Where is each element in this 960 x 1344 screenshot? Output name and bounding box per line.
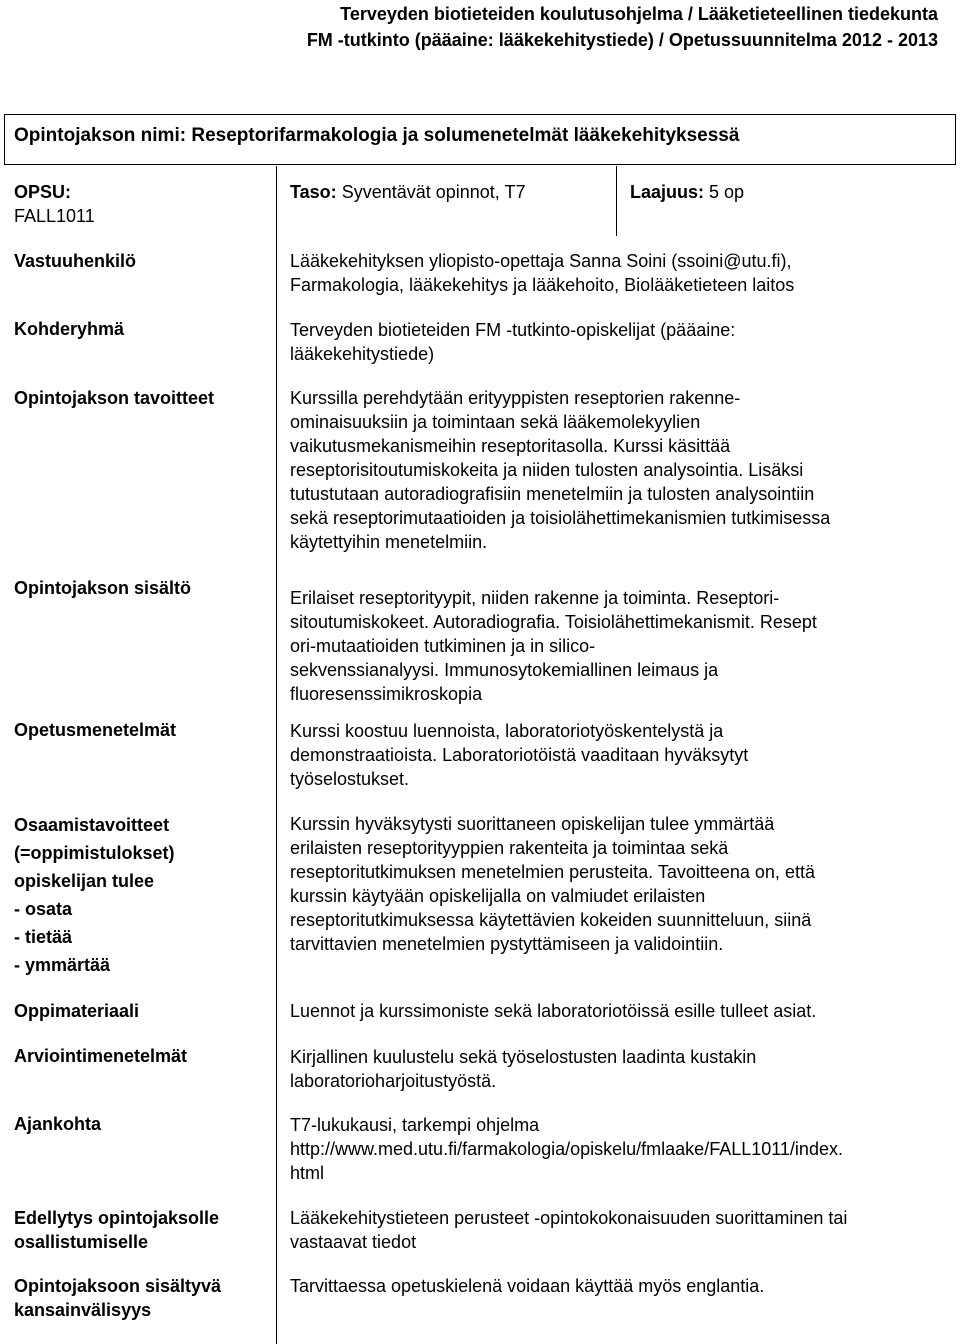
label-line: Edellytys opintojaksolle xyxy=(14,1208,220,1228)
tavoitteet-label: Opintojakson tavoitteet xyxy=(14,388,215,408)
text-line: sitoutumiskokeet. Autoradiografia. Toisiolähettimekanismit. Resept xyxy=(290,612,817,632)
label-line: osallistumiselle xyxy=(14,1232,149,1252)
kansainvalisyys-label xyxy=(14,1274,264,1322)
text-line: sekvenssianalyysi. Immunosytokemiallinen leimaus ja xyxy=(290,660,719,680)
kansainvalisyys-value xyxy=(290,1274,946,1298)
table-border-top xyxy=(4,114,956,115)
row-divider xyxy=(4,164,956,165)
text-line: Erilaiset reseptorityypit, niiden rakenne ja toiminta. Reseptori- xyxy=(290,588,780,608)
text-line: tarvittavien menetelmien pystyttämiseen ja validointiin. xyxy=(290,934,724,954)
text-line: Luennot ja kurssimoniste sekä laboratoriotöissä esille tulleet asiat. xyxy=(290,1001,817,1021)
edellytys-label xyxy=(14,1206,264,1254)
column-divider-laajuus xyxy=(616,166,617,236)
opsu-label: OPSU: xyxy=(14,182,72,202)
oppimateriaali-value xyxy=(290,999,946,1023)
label-line: Osaamistavoitteet xyxy=(14,815,170,835)
text-line: käytettyihin menetelmiin. xyxy=(290,532,488,552)
laajuus-cell xyxy=(630,180,744,204)
table-border-right xyxy=(955,114,956,164)
text-line: vaikutusmekanismeihin reseptoritasolla. Kurssi käsittää xyxy=(290,436,731,456)
label-line: kansainvälisyys xyxy=(14,1300,152,1320)
column-divider xyxy=(276,166,277,1344)
text-line: Farmakologia, lääkekehitys ja lääkehoito, Biolääketieteen laitos xyxy=(290,275,795,295)
text-line: kurssin käytyään opiskelijalla on valmiudet erilaisten xyxy=(290,886,706,906)
text-line: ominaisuuksiin ja toimintaan sekä lääkemolekyylien xyxy=(290,412,701,432)
ajankohta-value xyxy=(290,1113,946,1185)
arviointi-label: Arviointimenetelmät xyxy=(14,1046,188,1066)
text-line: Lääkekehityksen yliopisto-opettaja Sanna Soini (ssoini@utu.fi), xyxy=(290,251,792,271)
course-name-row xyxy=(14,124,739,148)
text-line: laboratorioharjoitustyöstä. xyxy=(290,1071,497,1091)
osaamistavoitteet-value xyxy=(290,812,946,956)
opsu-code: FALL1011 xyxy=(14,206,95,226)
text-line: reseptoritutkimuksen menetelmien perusteita. Tavoitteena on, että xyxy=(290,862,815,882)
tavoitteet-value xyxy=(290,386,946,554)
table-border-left xyxy=(4,114,5,164)
opsu-cell xyxy=(14,180,264,228)
text-line: Terveyden biotieteiden FM -tutkinto-opiskelijat (pääaine: xyxy=(290,320,736,340)
osaamistavoitteet-label xyxy=(14,811,264,979)
vastuuhenkilo-label: Vastuuhenkilö xyxy=(14,251,137,271)
program-header: Terveyden biotieteiden koulutusohjelma / Lääketieteellinen tiedekunta xyxy=(340,4,938,24)
opetusmenetelmat-value xyxy=(290,719,946,791)
taso-value: Syventävät opinnot, T7 xyxy=(341,182,526,202)
text-line: Lääkekehitystieteen perusteet -opintokokonaisuuden suorittaminen tai xyxy=(290,1208,848,1228)
schedule-link[interactable]: http://www.med.utu.fi/farmakologia/opiskelu/fmlaake/FALL1011/index. xyxy=(290,1139,843,1159)
opetusmenetelmat-label: Opetusmenetelmät xyxy=(14,720,177,740)
label-line: - osata xyxy=(14,899,73,919)
text-line: erilaisten reseptorityyppien rakenteita ja toimintaa sekä xyxy=(290,838,729,858)
text-line: työselostukset. xyxy=(290,769,410,789)
text-line: Kurssi koostuu luennoista, laboratoriotyöskentelystä ja xyxy=(290,721,724,741)
text-line: Kurssilla perehdytään erityyppisten reseptorien rakenne- xyxy=(290,388,741,408)
laajuus-label: Laajuus: xyxy=(630,182,705,202)
course-name-label: Opintojakson nimi: xyxy=(14,125,187,146)
text-line: tutustutaan autoradiografisiin menetelmiin ja tulosten analysointiin xyxy=(290,484,815,504)
oppimateriaali-label: Oppimateriaali xyxy=(14,1001,140,1021)
text-line: ori-mutaatioiden tutkiminen ja in silico- xyxy=(290,636,596,656)
taso-label: Taso: xyxy=(290,182,337,202)
text-line: reseptorisitoutumiskokeita ja niiden tulosten analysointia. Lisäksi xyxy=(290,460,804,480)
kohderyhma-value xyxy=(290,318,946,366)
text-line: reseptoritutkimuksessa käytettävien kokeiden suunnitteluun, siinä xyxy=(290,910,812,930)
ajankohta-label: Ajankohta xyxy=(14,1114,102,1134)
label-line: - ymmärtää xyxy=(14,955,111,975)
laajuus-value: 5 op xyxy=(709,182,745,202)
label-line: - tietää xyxy=(14,927,73,947)
text-line: lääkekehitystiede) xyxy=(290,344,435,364)
vastuuhenkilo-value xyxy=(290,249,946,297)
text-line: sekä reseptorimutaatioiden ja toisiolähettimekanismien tutkimisessa xyxy=(290,508,831,528)
taso-cell xyxy=(290,180,525,204)
course-name: Reseptorifarmakologia ja solumenetelmät lääkekehityksessä xyxy=(191,125,740,146)
sisalto-label: Opintojakson sisältö xyxy=(14,578,192,598)
label-line: Opintojaksoon sisältyvä xyxy=(14,1276,222,1296)
text-line: Kirjallinen kuulustelu sekä työselostusten laadinta kustakin xyxy=(290,1047,757,1067)
label-line: opiskelijan tulee xyxy=(14,871,155,891)
label-line: (=oppimistulokset) xyxy=(14,843,175,863)
text-line: vastaavat tiedot xyxy=(290,1232,417,1252)
edellytys-value xyxy=(290,1206,946,1254)
text-line: Kurssin hyväksytysti suorittaneen opiskelijan tulee ymmärtää xyxy=(290,814,775,834)
schedule-link-end[interactable]: html xyxy=(290,1163,325,1183)
text-line: demonstraatioista. Laboratoriotöistä vaaditaan hyväksytyt xyxy=(290,745,749,765)
arviointi-value xyxy=(290,1045,946,1093)
kohderyhma-label: Kohderyhmä xyxy=(14,319,125,339)
sisalto-value xyxy=(290,586,946,706)
text-line: T7-lukukausi, tarkempi ohjelma xyxy=(290,1115,540,1135)
text-line: Tarvittaessa opetuskielenä voidaan käyttää myös englantia. xyxy=(290,1276,765,1296)
curriculum-header: FM -tutkinto (pääaine: lääkekehitystiede) / Opetussuunnitelma 2012 - 2013 xyxy=(306,30,938,50)
text-line: fluoresenssimikroskopia xyxy=(290,684,483,704)
